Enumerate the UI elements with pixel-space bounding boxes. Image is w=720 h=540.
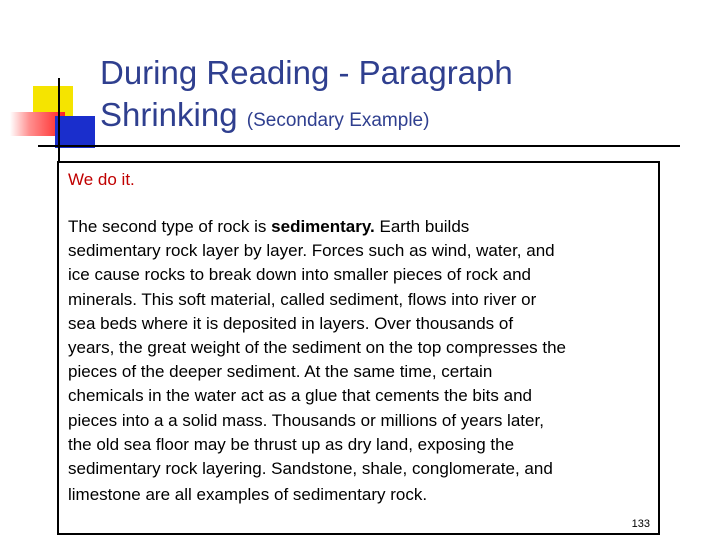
body-line (68, 433, 566, 457)
lead-text: We do it. (68, 170, 135, 189)
body-line (68, 263, 566, 287)
body-line (68, 215, 566, 239)
body-segment: the old sea floor may be thrust up as dry land, exposing the (68, 434, 515, 454)
title-main-word: Shrinking (100, 96, 238, 133)
body-segment: years, the great weight of the sediment on the top compresses the (68, 338, 567, 358)
title-subtitle: (Secondary Example) (246, 110, 430, 131)
body-line (68, 336, 566, 360)
page-number: 133 (631, 518, 650, 530)
slide-title (100, 52, 700, 142)
body-segment: ice cause rocks to break down into smaller pieces of rock and (68, 265, 532, 285)
body-segment: sedimentary rock layer by layer. Forces such as wind, water, and (68, 241, 555, 261)
body-segment: pieces into a a solid mass. Thousands or millions of years later, (68, 410, 544, 430)
body-segment: limestone are all examples of sedimentary rock. (68, 485, 428, 505)
body-paragraph (68, 215, 566, 507)
body-line (68, 239, 566, 263)
body-line (68, 312, 566, 336)
decor-blue-square (55, 116, 95, 148)
title-underline-rule (38, 145, 680, 147)
body-segment: Earth builds (374, 217, 470, 236)
body-line (68, 457, 566, 481)
title-line-2 (100, 94, 700, 142)
body-line (68, 409, 566, 433)
body-segment: sea beds where it is deposited in layers. Over thousands of (68, 313, 514, 333)
body-line (68, 360, 566, 384)
body-segment: chemicals in the water act as a glue that cements the bits and (68, 386, 532, 406)
body-segment: pieces of the deeper sediment. At the same time, certain (68, 362, 493, 382)
body-line (68, 288, 566, 312)
body-segment: minerals. This soft material, called sediment, flows into river or (68, 289, 537, 309)
body-segment: sedimentary rock layering. Sandstone, shale, conglomerate, and (68, 459, 553, 479)
content-box (57, 161, 660, 535)
body-segment: The second type of rock is (68, 217, 272, 236)
body-line (68, 384, 566, 408)
title-line-1: During Reading - Paragraph (100, 54, 513, 91)
body-line (68, 483, 566, 507)
body-emphasis: sedimentary. (271, 217, 375, 236)
